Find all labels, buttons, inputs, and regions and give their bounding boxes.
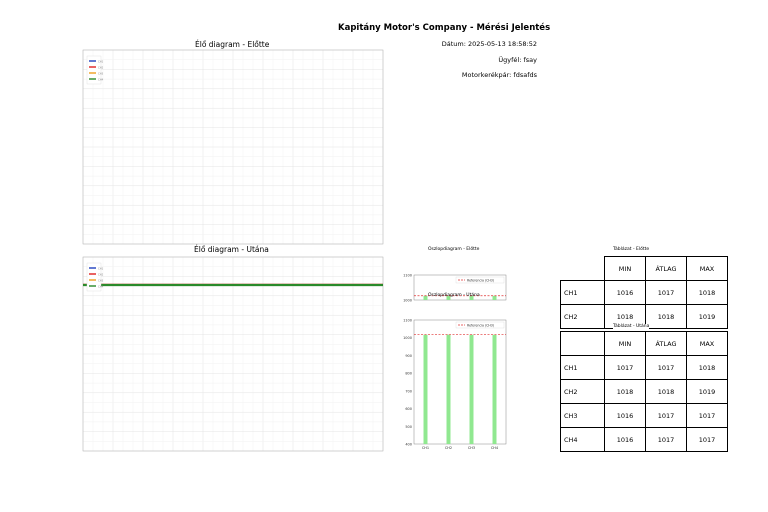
report-customer: Ügyfél: fsay [498,56,537,64]
legend-after [87,263,104,291]
bar-after-title: Oszlopdiagram - Utána [428,293,480,298]
table-after-title: Táblázat - Utána [613,324,650,329]
table-row: CH2 1018 1018 1019 [561,380,728,404]
x-tick-label: CH1 [421,446,430,450]
bar-ch4 [493,296,497,300]
legend-label-ch1: CH1 [98,60,104,64]
line-after-title: Élő diagram - Utána [194,245,269,254]
report-title: Kapitány Motor's Company - Mérési Jelentés [338,23,551,33]
table-header-avg: ÁTLAG [646,257,687,281]
table-after-header-max: MAX [687,332,728,356]
y-tick-label: 400 [405,442,412,447]
table-row: CH3 1016 1017 1017 [561,404,728,428]
x-tick-label: CH2 [444,446,453,450]
legend-label-ch1: CH1 [98,267,104,271]
report-date: Dátum: 2025-05-13 18:58:52 [441,40,537,48]
line-chart-after [75,255,385,455]
table-after-label-cell [561,332,605,356]
bar-plot-frame [414,320,506,444]
legend-label-ch3: CH3 [98,279,104,283]
y-tick-label: 1000 [403,298,412,303]
y-tick-label: 800 [405,371,412,376]
y-tick-label: 500 [405,424,412,429]
bars-before [403,274,506,303]
x-tick-label: CH4 [490,446,499,450]
legend-label-ch4: CH4 [98,285,104,289]
y-tick-label: 700 [405,389,412,394]
y-tick-label: 1100 [403,318,412,323]
y-tick-label: 1100 [403,273,412,278]
legend-before [87,56,104,84]
bar-ch4 [493,335,497,444]
y-tick-label: 600 [405,407,412,412]
line-chart-before [75,48,385,248]
table-before-title: Táblázat - Előtte [613,247,650,252]
y-tick-label: 900 [405,353,412,358]
table-header-min: MIN [605,257,646,281]
bar-before-title: Oszlopdiagram - Előtte [428,247,480,252]
lines-after [83,284,383,285]
bar-ch3 [470,335,474,444]
bar-ch1 [424,335,428,444]
bar-ch2 [447,335,451,444]
table-after-header-min: MIN [605,332,646,356]
grid-after [83,257,383,451]
bar-legend-label: Referencia (CH3) [467,323,495,328]
legend-label-ch2: CH2 [98,273,104,277]
table-row: CH1 1017 1017 1018 [561,356,728,380]
table-header-max: MAX [687,257,728,281]
legend-label-ch4: CH4 [98,78,104,82]
grid-before [83,50,383,244]
bar-chart-after [398,313,510,455]
table-row: CH1 1016 1017 1018 [561,281,728,305]
table-row: CH2 1018 1018 1019 [561,305,728,329]
y-tick-label: 1000 [403,336,412,341]
table-after-header-avg: ÁTLAG [646,332,687,356]
report-vehicle: Motorkerékpár: fdsafds [461,71,537,79]
bars-after [403,319,506,451]
table-after [560,331,728,452]
legend-label-ch2: CH2 [98,66,104,70]
table-row: CH4 1016 1017 1017 [561,428,728,452]
legend-label-ch3: CH3 [98,72,104,76]
line-before-title: Élő diagram - Előtte [195,40,270,49]
bar-legend-label: Referencia (CH3) [467,278,495,283]
bar-ch1 [424,296,428,300]
x-tick-label: CH3 [467,446,476,450]
table-before [560,256,728,329]
